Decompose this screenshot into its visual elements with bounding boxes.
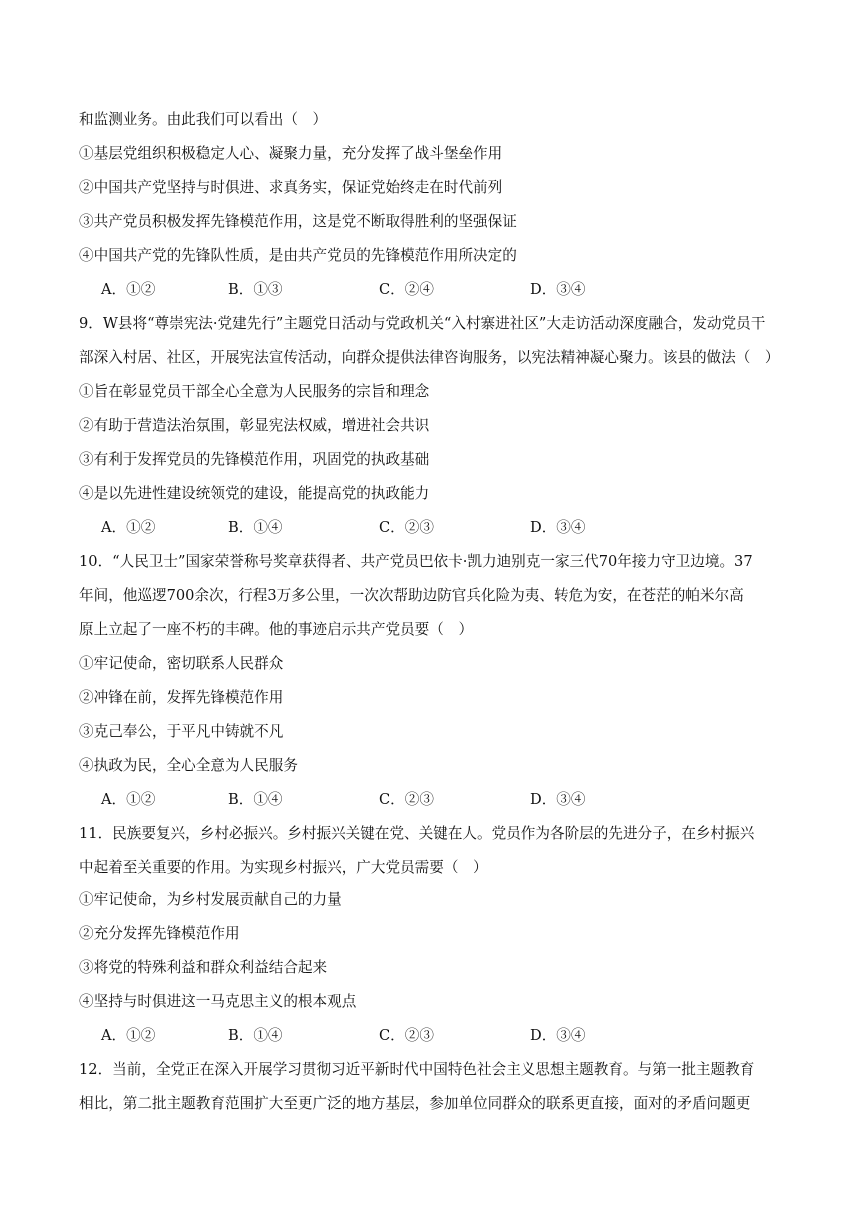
q8-item-4: ④中国共产党的先锋队性质，是由共产党员的先锋模范作用所决定的	[79, 247, 517, 264]
q9-stem-line-1: 9．W县将“尊崇宪法·党建先行”主题党日活动与党政机关“入村寨进社区”大走访活动深度融合，发动党员干	[79, 315, 766, 332]
q9-option-a[interactable]: A．①②	[101, 519, 156, 536]
q11-option-c[interactable]: C．②③	[379, 1027, 434, 1044]
q11-option-d[interactable]: D．③④	[530, 1027, 586, 1044]
q10-option-b[interactable]: B．①④	[228, 791, 283, 808]
q8-item-2: ②中国共产党坚持与时俱进、求真务实，保证党始终走在时代前列	[79, 179, 503, 196]
q9-item-4: ④是以先进性建设统领党的建设，能提高党的执政能力	[79, 485, 430, 502]
q11-option-b[interactable]: B．①④	[228, 1027, 283, 1044]
q10-stem-line-3: 原上立起了一座不朽的丰碑。他的事迹启示共产党员要（ ）	[79, 621, 474, 638]
q9-item-3: ③有利于发挥党员的先锋模范作用，巩固党的执政基础	[79, 451, 430, 468]
q11-option-a[interactable]: A．①②	[101, 1027, 156, 1044]
q8-item-3: ③共产党员积极发挥先锋模范作用，这是党不断取得胜利的坚强保证	[79, 213, 517, 230]
q10-item-4: ④执政为民，全心全意为人民服务	[79, 757, 298, 774]
q9-option-b[interactable]: B．①④	[228, 519, 283, 536]
q10-option-d[interactable]: D．③④	[530, 791, 586, 808]
q10-item-2: ②冲锋在前，发挥先锋模范作用	[79, 689, 284, 706]
q8-option-b[interactable]: B．①③	[228, 281, 283, 298]
q9-item-2: ②有助于营造法治氛围，彰显宪法权威，增进社会共识	[79, 417, 430, 434]
q8-item-1: ①基层党组织积极稳定人心、凝聚力量，充分发挥了战斗堡垒作用	[79, 145, 503, 162]
q8-stem: 和监测业务。由此我们可以看出（ ）	[79, 111, 328, 128]
q10-option-c[interactable]: C．②③	[379, 791, 434, 808]
q10-stem-line-2: 年间，他巡逻700余次，行程3万多公里，一次次帮助边防官兵化险为夷、转危为安，在苍茫的帕米尔高	[79, 587, 744, 604]
q9-item-1: ①旨在彰显党员干部全心全意为人民服务的宗旨和理念	[79, 383, 430, 400]
q8-option-d[interactable]: D．③④	[530, 281, 586, 298]
q11-stem-line-2: 中起着至关重要的作用。为实现乡村振兴，广大党员需要（ ）	[79, 859, 488, 876]
q12-stem-line-2: 相比，第二批主题教育范围扩大至更广泛的地方基层，参加单位同群众的联系更直接，面对的矛盾问题更	[79, 1095, 751, 1112]
q8-option-a[interactable]: A．①②	[101, 281, 156, 298]
q10-stem-line-1: 10．“人民卫士”国家荣誉称号奖章获得者、共产党员巴依卡·凯力迪别克一家三代70年接力守卫边境。37	[79, 553, 753, 570]
q11-item-4: ④坚持与时俱进这一马克思主义的根本观点	[79, 993, 357, 1010]
q9-stem-line-2: 部深入村居、社区，开展宪法宣传活动，向群众提供法律咨询服务，以宪法精神凝心聚力。该县的做法（ ）	[79, 349, 780, 366]
q11-item-1: ①牢记使命，为乡村发展贡献自己的力量	[79, 891, 342, 908]
q8-option-c[interactable]: C．②④	[379, 281, 434, 298]
q12-stem-line-1: 12．当前，全党正在深入开展学习贯彻习近平新时代中国特色社会主义思想主题教育。与第一批主题教育	[79, 1061, 755, 1078]
q11-item-3: ③将党的特殊利益和群众利益结合起来	[79, 959, 328, 976]
q11-stem-line-1: 11．民族要复兴，乡村必振兴。乡村振兴关键在党、关键在人。党员作为各阶层的先进分子，在乡村振兴	[79, 825, 755, 842]
q11-item-2: ②充分发挥先锋模范作用	[79, 925, 240, 942]
q10-item-3: ③克己奉公，于平凡中铸就不凡	[79, 723, 284, 740]
q10-option-a[interactable]: A．①②	[101, 791, 156, 808]
q9-option-d[interactable]: D．③④	[530, 519, 586, 536]
q9-option-c[interactable]: C．②③	[379, 519, 434, 536]
q10-item-1: ①牢记使命，密切联系人民群众	[79, 655, 284, 672]
